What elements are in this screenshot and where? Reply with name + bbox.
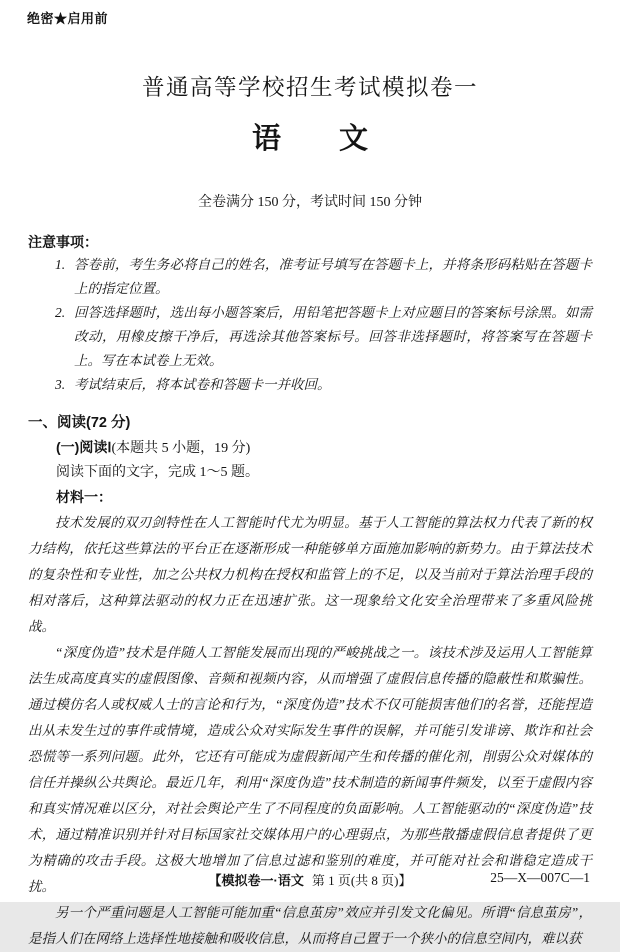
subsection-heading-bold: (一)阅读Ⅰ — [56, 439, 112, 455]
subsection-heading — [56, 435, 592, 461]
notice-item-text: 回答选择题时，选出每小题答案后，用铅笔把答题卡上对应题目的答案标号涂黑。如需改动，用橡皮擦干净后，再选涂其他答案标号。回答非选择题时，将答案写在答题卡上。写在本试卷上无效。 — [74, 305, 592, 368]
section-heading-reading: 一、阅读(72 分) — [28, 415, 131, 431]
passage-paragraph: 另一个严重问题是人工智能可能加重“信息茧房”效应并引发文化偏见。所谓“信息茧房”，是指人们在网络上选择性地接触和吸收信息，从而将自己置于一个狭小的信息空间内，难以获 — [28, 905, 592, 946]
notice-item-number: 3. — [55, 377, 66, 392]
footer-paper-code: 25—X—007C—1 — [490, 870, 590, 885]
notice-item-text: 答卷前，考生务必将自己的姓名，准考证号填写在答题卡上，并将条形码粘贴在答题卡上的指定位置。 — [74, 257, 592, 296]
passage-paragraph: 技术发展的双刃剑特性在人工智能时代尤为明显。基于人工智能的算法权力代表了新的权力结构，依托这些算法的平台正在逐渐形成一种能够单方面施加影响的新势力。由于算法技术的复杂性和专业性，加之公共权力机构在授权和监管上的不足，以及当前对于算法治理手段的相对落后，这种算法驱动的权力正在迅速扩张。这一现象给文化安全治理带来了多重风险挑战。 — [28, 515, 592, 634]
notice-list — [55, 253, 592, 397]
passage-paragraph: “深度伪造”技术是伴随人工智能发展而出现的严峻挑战之一。该技术涉及运用人工智能算法生成高度真实的虚假图像、音频和视频内容，从而增强了虚假信息传播的隐蔽性和欺骗性。通过模仿名人或权威人士的言论和行为，“深度伪造”技术不仅可能损害他们的名誉，还能捏造出从未发生过的事件或情境，造成公众对实际发生事件的误解，并可能引发诽谤、欺诈和社会恐慌等一系列问题。此外，它还有可能成为虚假新闻产生和传播的催化剂，削弱公众对媒体的信任并操纵公共舆论。最近几年，利用“深度伪造”技术制造的新闻事件频发，以至于虚假内容和真实情况难以区分，对社会舆论产生了不同程度的负面影响。人工智能驱动的“深度伪造”技术，通过精准识别并针对目标国家社交媒体用户的心理弱点，为那些散播虚假信息者提供了更为精确的攻击手段。这极大地增加了信息过滤和鉴别的难度，并可能对社会和谐稳定造成干扰。 — [28, 645, 592, 894]
exam-info: 全卷满分 150 分，考试时间 150 分钟 — [198, 195, 422, 210]
page-footer — [0, 870, 620, 889]
footer-page-number: 第 1 页(共 8 页)】 — [311, 873, 412, 888]
subsection-heading-rest: (本题共 5 小题，19 分) — [111, 441, 251, 456]
notice-item-number: 1. — [55, 257, 66, 272]
notice-block — [28, 231, 592, 397]
classification-banner: 绝密★启用前 — [27, 11, 109, 26]
notice-heading: 注意事项： — [28, 234, 98, 250]
subject-title: 语 文 — [251, 123, 368, 155]
footer-volume-label: 【模拟卷一·语文 — [208, 873, 304, 888]
notice-item — [55, 253, 592, 301]
notice-item — [55, 301, 592, 373]
notice-item-text: 考试结束后，将本试卷和答题卡一并收回。 — [74, 377, 331, 392]
notice-item — [55, 373, 592, 397]
material-one-label: 材料一： — [56, 489, 112, 505]
notice-item-number: 2. — [55, 305, 66, 320]
exam-title: 普通高等学校招生考试模拟卷一 — [141, 75, 478, 100]
reading-instruction: 阅读下面的文字，完成 1～5 题。 — [56, 465, 259, 480]
